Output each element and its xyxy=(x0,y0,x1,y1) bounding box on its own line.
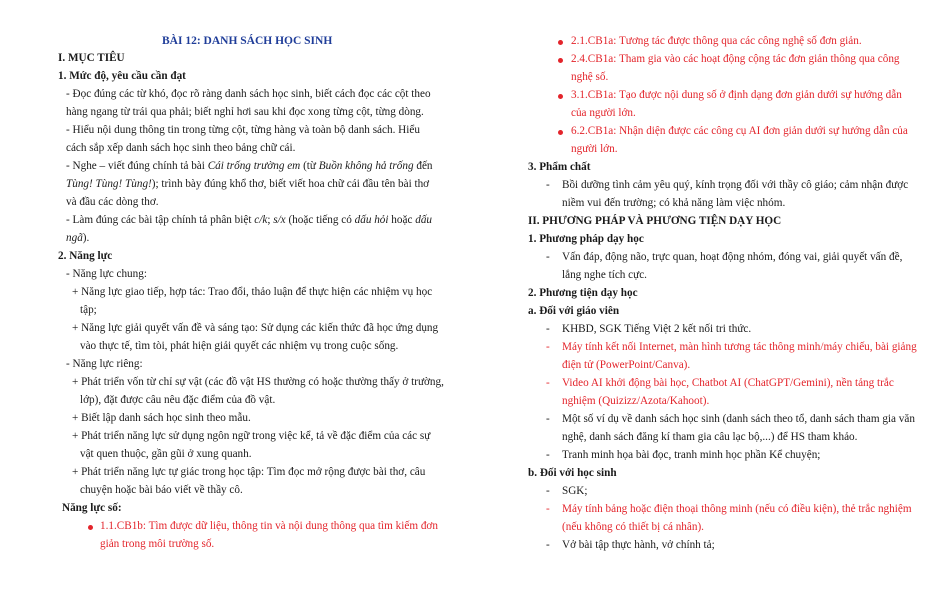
section-heading-muc-tieu: I. MỤC TIÊU xyxy=(58,52,125,64)
paragraph-line: Vấn đáp, động não, trực quan, hoạt động nhóm, đóng vai, giải quyết vấn đề, xyxy=(562,251,903,263)
red-paragraph-line: (nếu không có thiết bị cá nhân). xyxy=(562,521,704,533)
paragraph-line xyxy=(66,159,433,173)
paragraph-line: - Năng lực riêng: xyxy=(66,358,143,370)
bullet-icon xyxy=(558,40,563,45)
red-bullet-line: người lớn. xyxy=(571,143,618,155)
red-bullet-line: 6.2.CB1a: Nhận diện được các công cụ AI đơn giản dưới sự hướng dẫn của xyxy=(571,125,908,137)
red-bullet-line: của người lớn. xyxy=(571,107,636,119)
text-run: hoặc xyxy=(388,214,416,226)
text-run: ; xyxy=(267,214,274,226)
text-run: (từ xyxy=(300,160,319,172)
paragraph-line: vào thực tế, tìm tòi, phát hiện giải quyết các nhiệm vụ trong cuộc sống. xyxy=(80,340,399,352)
paragraph-line: - Đọc đúng các từ khó, đọc rõ ràng danh sách học sinh, biết cách đọc các cột theo xyxy=(66,88,431,100)
paragraph-line: SGK; xyxy=(562,485,588,497)
italic-run: Cái trống trường em xyxy=(207,160,301,172)
red-paragraph-line: Máy tính bảng hoặc điện thoại thông minh (nếu có điều kiện), thẻ trắc nghiệm xyxy=(562,503,912,515)
paragraph-line: + Năng lực giao tiếp, hợp tác: Trao đổi, thảo luận để thực hiện các nhiệm vụ học xyxy=(72,286,433,298)
paragraph-line xyxy=(66,231,89,245)
paragraph-line: Bồi dưỡng tình cảm yêu quý, kính trọng đối với thầy cô giáo; cảm nhận được xyxy=(562,179,909,191)
paragraph-line: tập; xyxy=(80,304,97,316)
text-run: - Nghe – viết đúng chính tả bài xyxy=(66,160,208,172)
paragraph-line xyxy=(66,177,429,191)
paragraph-line: chuyện hoặc bài báo viết về thầy cô. xyxy=(80,484,243,496)
paragraph-line: + Phát triển năng lực sử dụng ngôn ngữ trong việc kể, tả về đặc điểm của các sự xyxy=(72,430,431,442)
subheading-pham-chat: 3. Phẩm chất xyxy=(528,161,591,173)
text-run: - Làm đúng các bài tập chính tả phân biệt xyxy=(66,214,255,226)
red-bullet-line: giản trong môi trường số. xyxy=(100,538,215,550)
paragraph-line: Một số ví dụ về danh sách học sinh (danh sách theo tổ, danh sách tham gia văn xyxy=(562,413,915,425)
dash-marker: - xyxy=(546,179,550,191)
red-paragraph-line: điện tử (PowerPoint/Canva). xyxy=(562,359,691,371)
red-bullet-line: 3.1.CB1a: Tạo được nội dung số ở định dạng đơn giản dưới sự hướng dẫn xyxy=(571,89,902,101)
paragraph-line: niềm vui đến trường; có khả năng làm việc nhóm. xyxy=(562,197,786,209)
italic-run: c/k xyxy=(254,214,268,226)
subheading-nang-luc: 2. Năng lực xyxy=(58,250,113,262)
paragraph-line: + Năng lực giải quyết vấn đề và sáng tạo: Sử dụng các kiến thức đã học ứng dụng xyxy=(72,322,439,334)
dash-marker: - xyxy=(546,449,550,461)
text-run: đến xyxy=(413,160,433,172)
italic-run: dấu hỏi xyxy=(354,214,389,226)
subheading-phuong-phap-day-hoc: 1. Phương pháp dạy học xyxy=(528,233,644,245)
red-bullet-line: 2.4.CB1a: Tham gia vào các hoạt động cộng tác đơn giản thông qua công xyxy=(571,53,900,65)
paragraph-line: + Biết lập danh sách học sinh theo mẫu. xyxy=(72,412,251,424)
bullet-icon xyxy=(558,130,563,135)
red-bullet-line: nghệ số. xyxy=(571,71,609,83)
subheading-muc-do: 1. Mức độ, yêu cầu cần đạt xyxy=(58,70,186,82)
paragraph-line: - Năng lực chung: xyxy=(66,268,147,280)
paragraph-line: - Hiểu nội dung thông tin trong từng cột, từng hàng và toàn bộ danh sách. Hiểu xyxy=(66,124,420,136)
red-paragraph-line: nghiệm (Quizizz/Azota/Kahoot). xyxy=(562,395,710,407)
text-run: ). xyxy=(82,232,90,244)
dash-marker: - xyxy=(546,539,550,551)
italic-run: s/x xyxy=(273,214,286,226)
paragraph-line: + Phát triển năng lực tự giác trong học tập: Tìm đọc mở rộng được bài thơ, câu xyxy=(72,466,426,478)
red-bullet-line: 1.1.CB1b: Tìm được dữ liệu, thông tin và nội dung thông qua tìm kiếm đơn xyxy=(100,520,438,532)
paragraph-line xyxy=(66,213,432,227)
bullet-icon xyxy=(558,58,563,63)
italic-run: ngã xyxy=(66,232,83,244)
paragraph-line: vật quen thuộc, gần gũi ở xung quanh. xyxy=(80,448,252,460)
paragraph-line: Tranh minh họa bài đọc, tranh minh học phần Kể chuyện; xyxy=(562,449,821,461)
dash-marker: - xyxy=(546,251,550,263)
paragraph-line: + Phát triển vốn từ chỉ sự vật (các đồ vật HS thường có hoặc thường thấy ở trường, xyxy=(72,376,444,388)
dash-marker: - xyxy=(546,377,550,389)
subheading-phuong-tien: 2. Phương tiện dạy học xyxy=(528,287,638,299)
dash-marker: - xyxy=(546,341,550,353)
bullet-icon xyxy=(558,94,563,99)
subheading-hoc-sinh: b. Đối với học sinh xyxy=(528,467,617,479)
subheading-giao-vien: a. Đối với giáo viên xyxy=(528,305,620,317)
dash-marker: - xyxy=(546,323,550,335)
paragraph-line: nghệ, danh sách đăng kí tham gia câu lạc bộ,...) để HS tham khảo. xyxy=(562,431,858,443)
paragraph-line: KHBD, SGK Tiếng Việt 2 kết nối tri thức. xyxy=(562,323,752,335)
dash-marker: - xyxy=(546,413,550,425)
paragraph-line: lắng nghe tích cực. xyxy=(562,269,647,281)
red-paragraph-line: Máy tính kết nối Internet, màn hình tương tác thông minh/máy chiếu, bài giảng xyxy=(562,341,917,353)
text-run: ); trình bày đúng khổ thơ, biết viết hoa chữ cái đầu tên bài thơ xyxy=(151,178,430,190)
page-title: BÀI 12: DANH SÁCH HỌC SINH xyxy=(162,35,333,47)
dash-marker: - xyxy=(546,503,550,515)
red-bullet-line: 2.1.CB1a: Tương tác được thông qua các công nghệ số đơn giản. xyxy=(571,35,862,47)
subheading-nang-luc-so: Năng lực số: xyxy=(62,502,122,514)
dash-marker: - xyxy=(546,485,550,497)
text-run: (hoặc tiếng có xyxy=(285,214,355,226)
paragraph-line: và đầu các dòng thơ. xyxy=(66,196,159,208)
paragraph-line: cách sắp xếp danh sách học sinh theo bảng chữ cái. xyxy=(66,142,296,154)
paragraph-line: hàng ngang từ trái qua phải; biết nghỉ hơi sau khi đọc xong từng cột, từng dòng. xyxy=(66,106,424,118)
bullet-icon xyxy=(88,525,93,530)
paragraph-line: Vở bài tập thực hành, vở chính tả; xyxy=(562,539,715,551)
paragraph-line: lớp), đặt được câu nêu đặc điểm của đồ vật. xyxy=(80,394,276,406)
section-heading-phuong-phap: II. PHƯƠNG PHÁP VÀ PHƯƠNG TIỆN DẠY HỌC xyxy=(528,215,782,227)
italic-run: dấu xyxy=(415,214,432,226)
italic-run: Tùng! Tùng! Tùng! xyxy=(66,178,152,190)
italic-run: Buồn không hả trống xyxy=(318,160,414,172)
red-paragraph-line: Video AI khởi động bài học, Chatbot AI (ChatGPT/Gemini), nền tảng trắc xyxy=(562,377,894,389)
